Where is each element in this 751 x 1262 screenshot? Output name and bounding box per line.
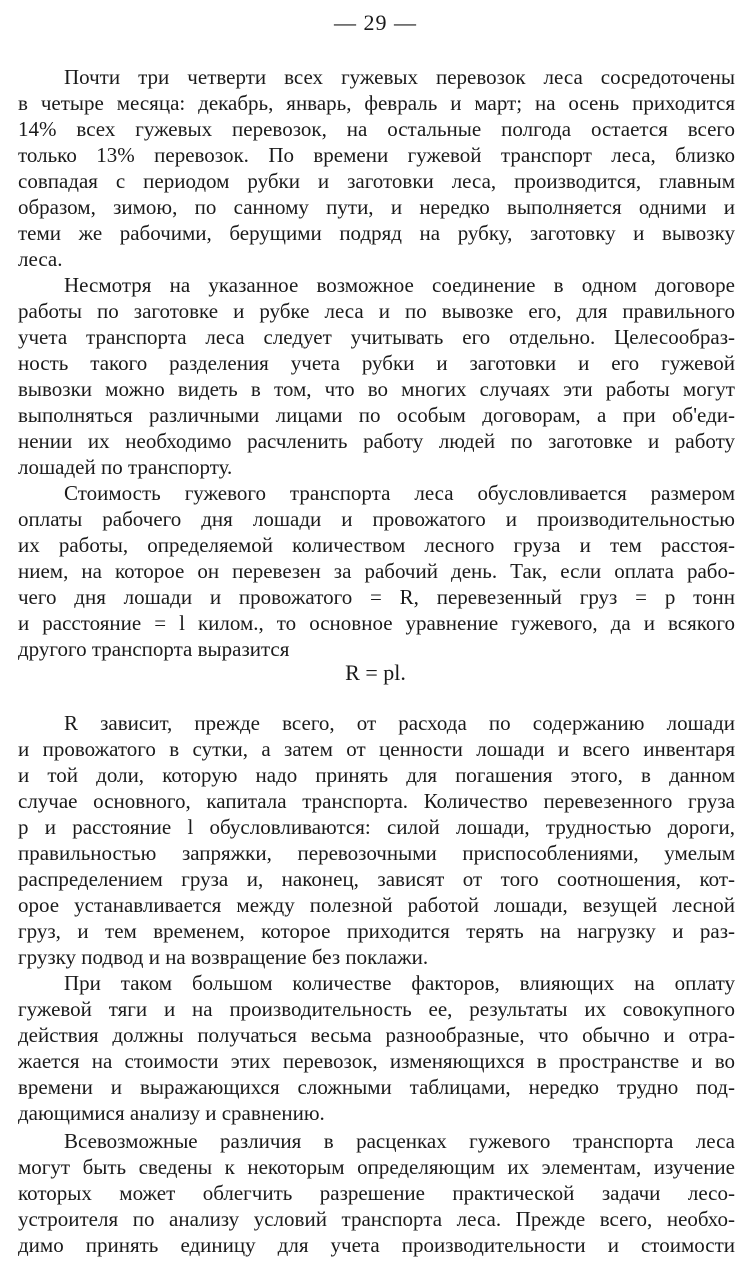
text-line: распределением груза и, наконец, зависят от того соотношения, кот- [18, 867, 735, 891]
text-line: жается на стоимости этих перевозок, изменяющихся в пространстве и во [18, 1049, 735, 1073]
text-line: выполняться различными лицами по особым договорам, а при об'еди- [18, 403, 735, 427]
text-line: правильностью запряжки, перевозочными приспособлениями, умелым [18, 841, 735, 865]
text-line: гужевой тяги и на производительность ее, результаты их совокупного [18, 997, 735, 1021]
text-line: устроителя по анализу условий транспорта леса. Прежде всего, необхо- [18, 1207, 735, 1231]
text-line: орое устанавливается между полезной работой лошади, везущей лесной [18, 893, 735, 917]
text-line: 14% всех гужевых перевозок, на остальные полгода остается всего [18, 117, 735, 141]
formula: R = pl. [345, 660, 406, 685]
text-line: При таком большом количестве факторов, влияющих на оплату [64, 971, 735, 995]
text-line: грузку подвод и на возвращение без поклажи. [18, 945, 429, 969]
text-line: R зависит, прежде всего, от расхода по содержанию лошади [64, 711, 735, 735]
text-line: лошадей по транспорту. [18, 455, 233, 479]
text-line: образом, зимою, по санному пути, и нередко выполняется одними и [18, 195, 735, 219]
text-line: времени и выражающихся сложными таблицами, нередко трудно под- [18, 1075, 735, 1099]
text-line: теми же рабочими, берущими подряд на рубку, заготовку и вывозку [18, 221, 735, 245]
text-line: чего дня лошади и провожатого = R, перевезенный груз = p тонн [18, 585, 735, 609]
text-line: случае основного, капитала транспорта. Количество перевезенного груза [18, 789, 735, 813]
text-line: и той доли, которую надо принять для погашения этого, в данном [18, 763, 735, 787]
text-line: другого транспорта выразится [18, 637, 290, 661]
text-line: вывозки можно видеть в том, что во многих случаях эти работы могут [18, 377, 735, 401]
text-line: которых может облегчить разрешение практической задачи лесо- [18, 1181, 735, 1205]
text-line: и расстояние = l килом., то основное уравнение гужевого, да и всякого [18, 611, 735, 635]
text-line: Несмотря на указанное возможное соединение в одном договоре [64, 273, 735, 297]
text-line: Почти три четверти всех гужевых перевозок леса сосредоточены [64, 65, 735, 89]
text-line: учета транспорта леса следует учитывать его отдельно. Целесообраз- [18, 325, 735, 349]
text-line: работы по заготовке и рубке леса и по вывозке его, для правильного [18, 299, 735, 323]
text-line: Стоимость гужевого транспорта леса обусловливается размером [64, 481, 735, 505]
text-line: действия должны получаться весьма разнообразные, что обычно и отра- [18, 1023, 735, 1047]
text-line: оплаты рабочего дня лошади и провожатого и производительностью [18, 507, 735, 531]
text-line: и провожатого в сутки, а затем от ценности лошади и всего инвентаря [18, 737, 735, 761]
text-line: груз, и тем временем, которое приходится терять на нагрузку и раз- [18, 919, 735, 943]
text-line: димо принять единицу для учета производительности и стоимости [18, 1233, 735, 1257]
text-line: леса. [18, 247, 63, 271]
text-line: в четыре месяца: декабрь, январь, февраль и март; на осень приходится [18, 91, 735, 115]
text-line: дающимися анализу и сравнению. [18, 1101, 325, 1125]
text-line: p и расстояние l обусловливаются: силой лошади, трудностью дороги, [18, 815, 735, 839]
page-number: — 29 — [334, 10, 417, 35]
text-line: ность такого разделения учета рубки и заготовки и его гужевой [18, 351, 735, 375]
text-line: могут быть сведены к некоторым определяющим их элементам, изучение [18, 1155, 735, 1179]
text-line: только 13% перевозок. По времени гужевой транспорт леса, близко [18, 143, 735, 167]
text-line: совпадая с периодом рубки и заготовки леса, производится, главным [18, 169, 735, 193]
text-line: нием, на которое он перевезен за рабочий день. Так, если оплата рабо- [18, 559, 735, 583]
text-line: Всевозможные различия в расценках гужевого транспорта леса [64, 1129, 735, 1153]
text-line: нении их необходимо расчленить работу людей по заготовке и работу [18, 429, 735, 453]
text-line: их работы, определяемой количеством лесного груза и тем расстоя- [18, 533, 735, 557]
